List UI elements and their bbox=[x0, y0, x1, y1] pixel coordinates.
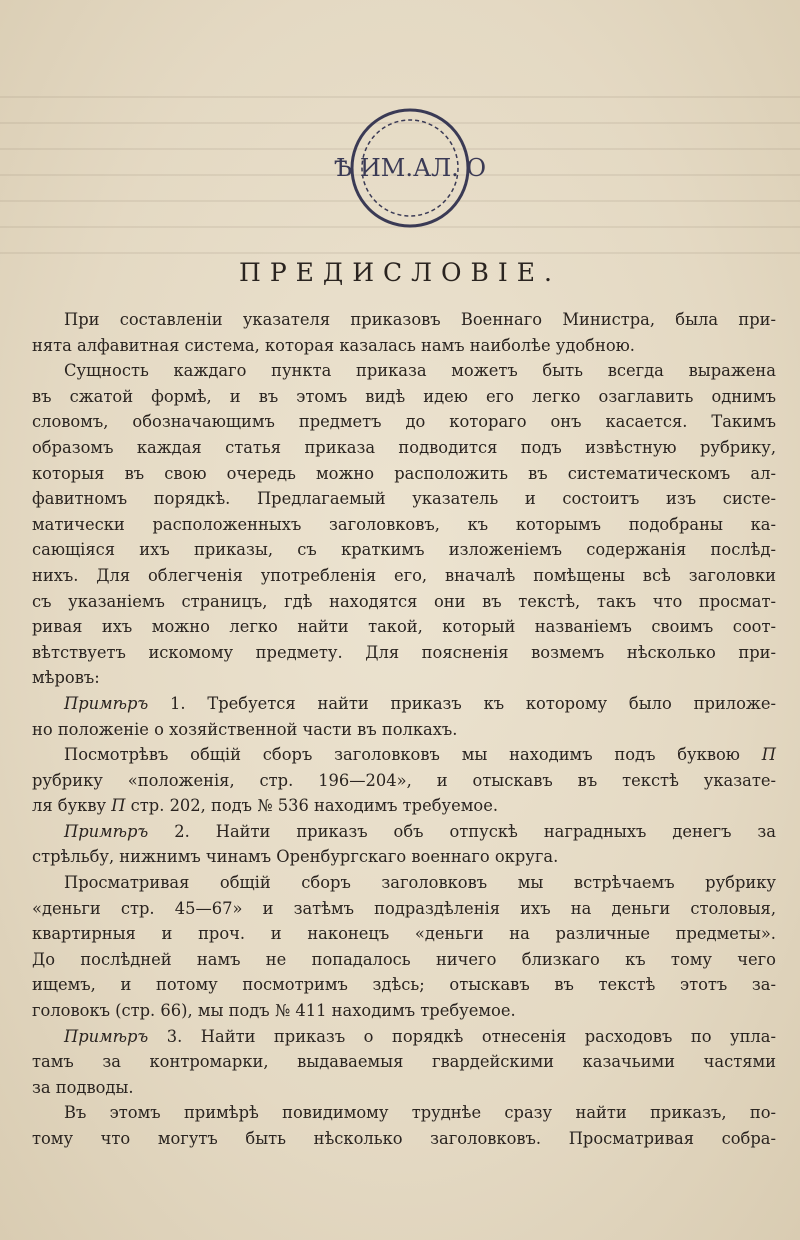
text-line: До послѣдней намъ не попадалось ничего близкаго къ тому чего bbox=[32, 949, 776, 969]
preface-body bbox=[32, 307, 776, 1152]
text-line: сающіяся ихъ приказы, съ краткимъ изложеніемъ содержанія послѣд- bbox=[32, 540, 776, 560]
text-line: 1. Требуется найти приказъ къ которому было приложе- bbox=[170, 693, 776, 713]
example-line bbox=[32, 819, 776, 845]
text-line: ривая ихъ можно легко найти такой, который названіемъ своимъ соот- bbox=[32, 617, 776, 637]
text-line: тому что могутъ быть нѣсколько заголовковъ. Просматривая собра- bbox=[32, 1129, 776, 1148]
text-line: вѣтствуетъ искомому предмету. Для поясненія возмемъ нѣсколько при- bbox=[32, 642, 776, 662]
text-line: стрѣльбу, нижнимъ чинамъ Оренбургскаго военнаго округа. bbox=[32, 847, 559, 867]
text-line: 2. Найти приказъ объ отпускѣ наградныхъ денегъ за bbox=[174, 821, 776, 841]
example-label: Примѣръ bbox=[64, 821, 149, 841]
text-line: Въ этомъ примѣрѣ повидимому труднѣе сразу найти приказъ, по- bbox=[64, 1103, 776, 1123]
text-line: но положеніе о хозяйственной части въ полкахъ. bbox=[32, 719, 458, 739]
letter-p: П bbox=[761, 745, 776, 765]
text-line: ля букву bbox=[32, 796, 107, 816]
text-line: тамъ за контромарки, выдаваемыя гвардейскими казачьими частями bbox=[32, 1052, 776, 1072]
text-line: «деньги стр. 45—67» и затѣмъ подраздѣленія ихъ на деньги столовыя, bbox=[32, 898, 776, 918]
text-line: стр. 202, подъ № 536 находимъ требуемое. bbox=[130, 796, 499, 816]
text-line: которыя въ свою очередь можно расположить въ систематическомъ ал- bbox=[32, 463, 776, 483]
text-line: нята алфавитная система, которая казалась намъ наиболѣе удобною. bbox=[32, 335, 635, 355]
text-line: Посмотрѣвъ общій сборъ заголовковъ мы находимъ подъ буквою bbox=[64, 745, 740, 765]
page-title: ПРЕДИСЛОВІЕ. bbox=[239, 258, 561, 287]
text-line: фавитномъ порядкѣ. Предлагаемый указатель и состоитъ изъ систе- bbox=[32, 489, 776, 509]
example-line bbox=[32, 691, 776, 717]
example-label: Примѣръ bbox=[64, 693, 149, 713]
text-line: мѣровъ: bbox=[32, 668, 100, 688]
stamp-text: Ѣ ИМ.АЛ. О bbox=[333, 154, 487, 182]
text-line: квартирныя и проч. и наконецъ «деньги на различные предметы». bbox=[32, 924, 776, 944]
text-line: въ сжатой формѣ, и въ этомъ видѣ идею его легко озаглавить однимъ bbox=[32, 386, 776, 406]
text-line: рубрику «положенія, стр. 196—204», и отыскавъ въ текстѣ указате- bbox=[32, 770, 776, 790]
text-line: матически расположенныхъ заголовковъ, къ которымъ подобраны ка- bbox=[32, 514, 776, 534]
example-label: Примѣръ bbox=[64, 1026, 149, 1046]
text-line: 3. Найти приказъ о порядкѣ отнесенія расходовъ по упла- bbox=[166, 1026, 776, 1046]
text-line: словомъ, обозначающимъ предметъ до котораго онъ касается. Такимъ bbox=[32, 412, 776, 432]
text-line: Просматривая общій сборъ заголовковъ мы встрѣчаемъ рубрику bbox=[64, 873, 776, 893]
letter-p: П bbox=[111, 796, 126, 816]
text-line: Сущность каждаго пункта приказа можетъ быть всегда выражена bbox=[64, 361, 776, 381]
text-line: нихъ. Для облегченія употребленія его, вначалѣ помѣщены всѣ заголовки bbox=[32, 565, 776, 585]
example-line bbox=[32, 793, 776, 819]
text-line: образомъ каждая статья приказа подводится подъ извѣстную рубрику, bbox=[32, 437, 776, 457]
library-stamp bbox=[330, 100, 490, 240]
text-line: съ указаніемъ страницъ, гдѣ находятся они въ текстѣ, такъ что просмат- bbox=[32, 591, 776, 611]
text-line: за подводы. bbox=[32, 1077, 134, 1097]
example-line bbox=[32, 742, 776, 768]
text-line: При составленіи указателя приказовъ Военнаго Министра, была при- bbox=[64, 310, 776, 329]
example-line bbox=[32, 1024, 776, 1050]
text-line: головокъ (стр. 66), мы подъ № 411 находимъ требуемое. bbox=[32, 1001, 516, 1021]
text-line: ищемъ, и потому посмотримъ здѣсь; отыскавъ въ текстѣ этотъ за- bbox=[32, 975, 776, 995]
